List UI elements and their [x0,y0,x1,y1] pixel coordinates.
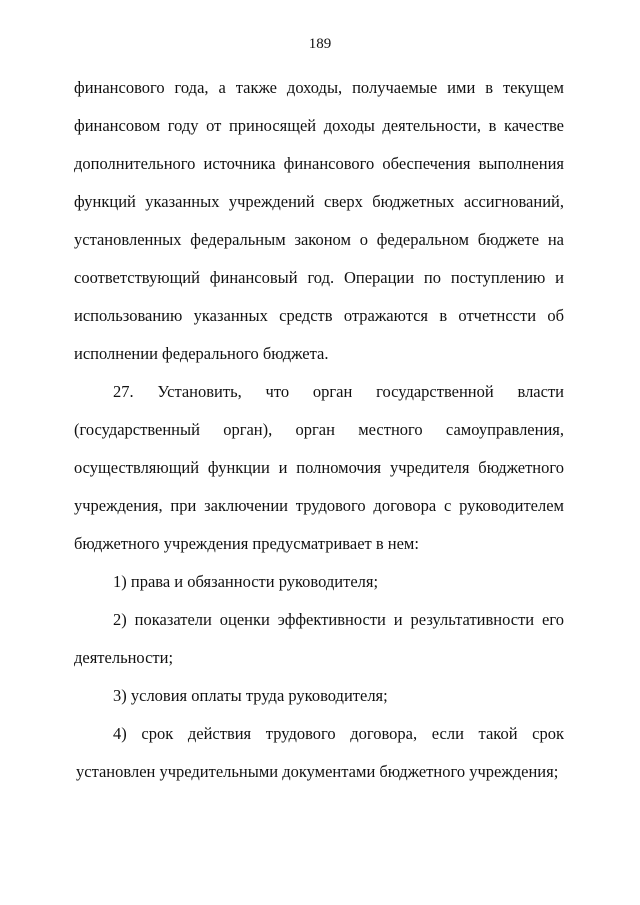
page-number: 189 [308,36,332,52]
text-line: функций указанных учреждений сверх бюджетных ассигнований, [74,192,564,211]
text-line: дополнительного источника финансового обеспечения выполнения [74,154,564,173]
text-line: финансового года, а также доходы, получаемые ими в текущем [74,78,564,97]
text-line: установленных федеральным законом о федеральном бюджете на [74,230,564,249]
list-item-2-continuation: деятельности; [74,648,174,667]
text-line: использованию указанных средств отражаются в отчетнсcти об [74,306,564,325]
text-line: учреждения, при заключении трудового договора с руководителем [74,496,564,515]
list-item-4: 4) срок действия трудового договора, если такой срок [113,724,564,743]
text-line: (государственный орган), орган местного самоуправления, [74,420,564,439]
text-line: соответствующий финансовый год. Операции по поступлению и [74,268,564,287]
list-item-2: 2) показатели оценки эффективности и результативности его [113,610,564,629]
text-line: исполнении федерального бюджета. [74,344,329,363]
list-item-3: 3) условия оплаты труда руководителя; [113,686,388,705]
list-item-4-continuation: установлен учредительными документами бюджетного учреждения; [76,762,559,781]
text-line: осуществляющий функции и полномочия учредителя бюджетного [74,458,564,477]
list-item-1: 1) права и обязанности руководителя; [113,572,379,591]
text-line: финансовом году от приносящей доходы деятельности, в качестве [74,116,564,135]
paragraph-27-first-line: 27. Установить, что орган государственной власти [113,382,564,401]
text-line: бюджетного учреждения предусматривает в нем: [74,534,419,553]
